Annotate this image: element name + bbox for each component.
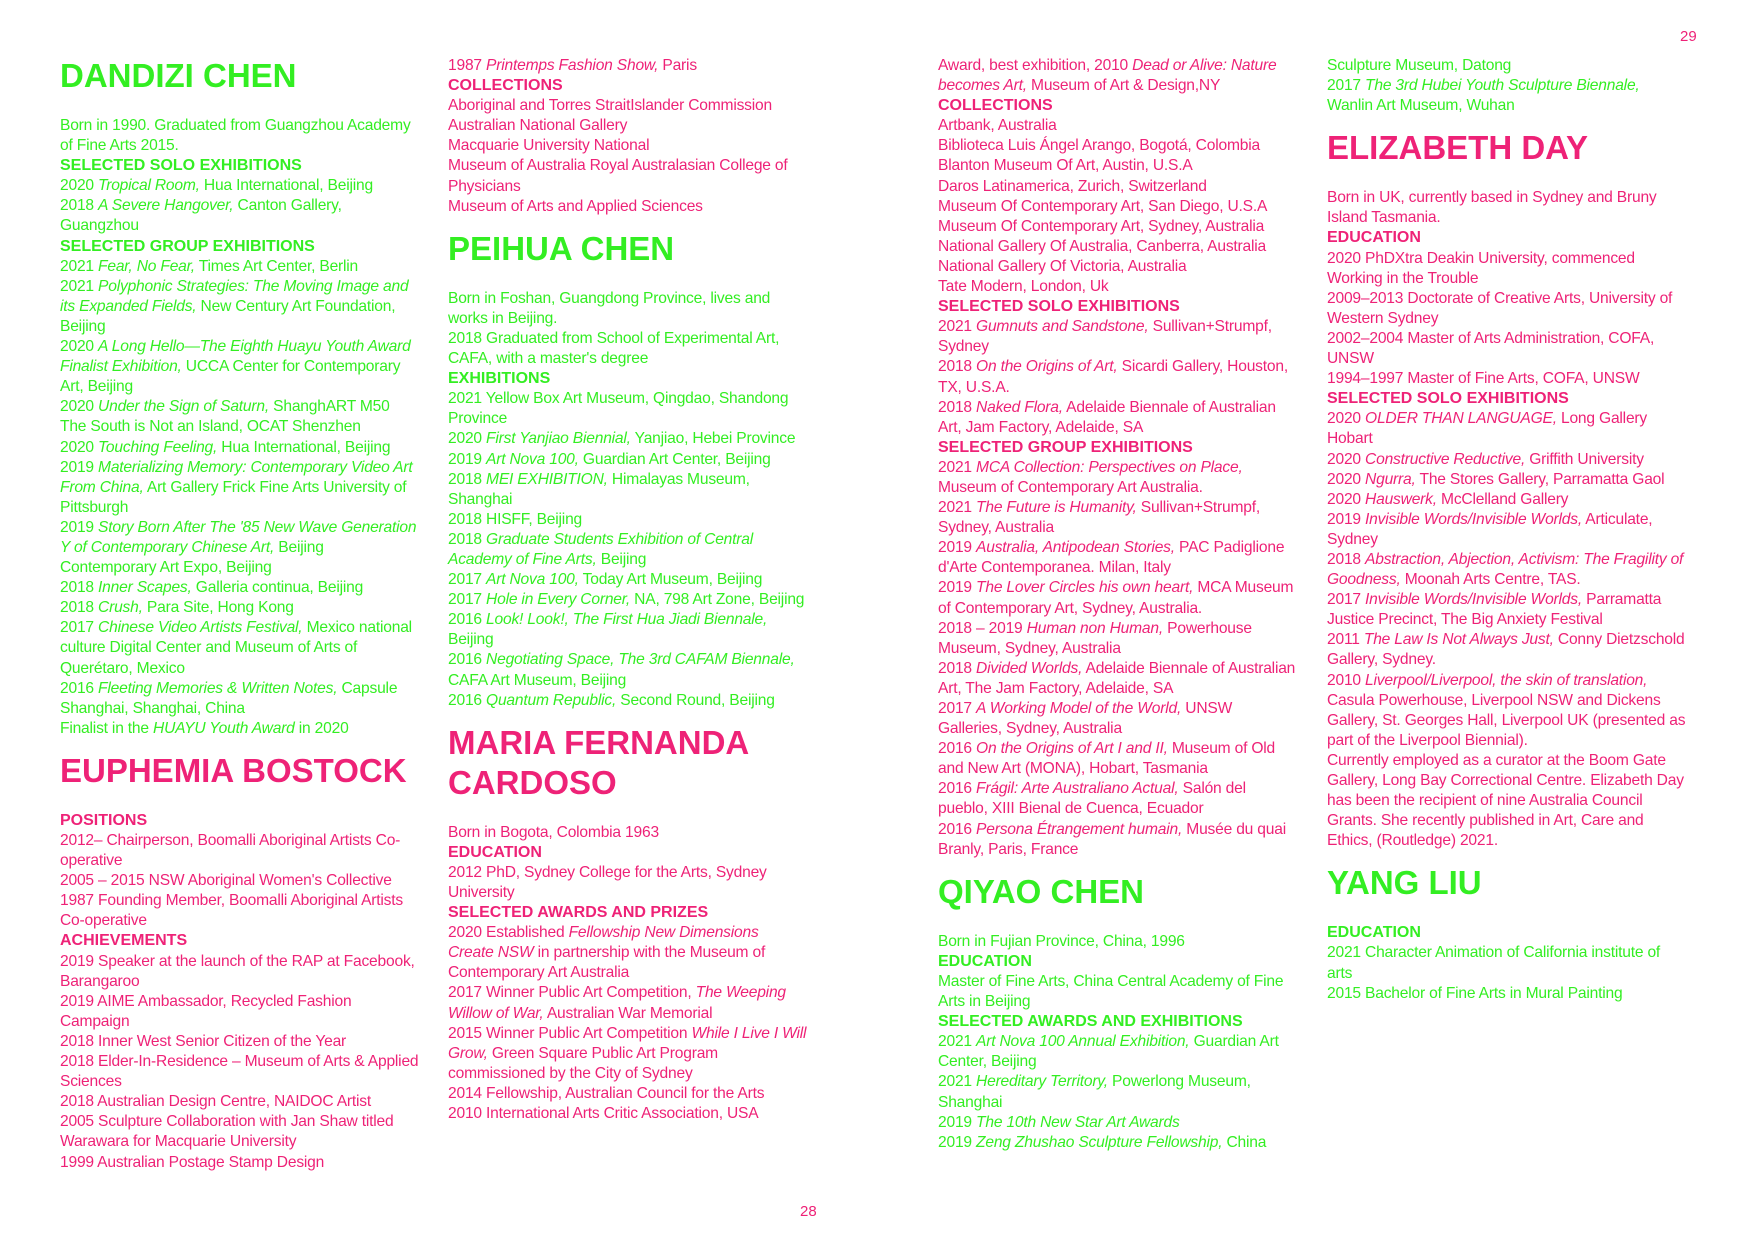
entry-fragment: Moonah Arts Centre, TAS. [1400, 571, 1581, 589]
entry-fragment: Hua International, Beijing [217, 438, 391, 456]
entry-fragment: 2016 [938, 820, 977, 838]
entry-text [60, 397, 420, 417]
entry-text [60, 578, 420, 598]
entry-fragment: Adelaide Biennale of Australian Art, Jam Factory, Adelaide, SA [938, 398, 1276, 436]
entry-fragment: Museum of Contemporary Art Australia. [938, 478, 1203, 496]
entry-fragment: 2016 [448, 651, 487, 669]
entry-fragment: Sullivan+Strumpf, Sydney [938, 318, 1272, 356]
entry-text: 2010 International Arts Critic Association, USA [448, 1105, 759, 1123]
entry-text [60, 257, 420, 277]
entry-text [938, 1133, 1298, 1153]
entry-fragment: Musée du quai Branly, Paris, France [938, 820, 1286, 858]
entry-fragment: Materializing Memory: Contemporary Video Art From China, [60, 458, 413, 496]
entry-fragment: 2019 [60, 518, 99, 536]
entry-fragment: in partnership with the Museum of Contemporary Art Australia [448, 944, 766, 982]
entry-fragment: Powerlong Museum, Shanghai [938, 1073, 1251, 1111]
entry-fragment: Capsule Shanghai, Shanghai, China [60, 679, 398, 717]
entry-fragment: Divided Worlds, [976, 659, 1083, 677]
entry-text: Sculpture Museum, Datong [1327, 57, 1512, 74]
entry-text: 2021 Character Animation of California institute of arts [1327, 944, 1661, 982]
entry-fragment: 2018 [60, 197, 99, 215]
entry-fragment: Art Nova 100, [486, 450, 579, 468]
entry-fragment: Canton Gallery, Guangzhou [60, 197, 342, 235]
entry-fragment: 2011 [1327, 631, 1364, 649]
entry-text: Museum of Australia Royal Australasian College of Physicians [448, 157, 788, 195]
entry-fragment: Guardian Art Center, Beijing [578, 450, 771, 468]
column-3 [938, 56, 1298, 1153]
entry-text [938, 578, 1298, 618]
entry-text: The South is Not an Island, OCAT Shenzhen [60, 418, 361, 436]
entry-fragment: Casula Powerhouse, Liverpool NSW and Dickens Gallery, St. Georges Hall, Liverpool UK (presented as part of the Liverpool Biennial). [1327, 691, 1686, 749]
entry-fragment: 2016 [938, 740, 977, 758]
entry-fragment: 2016 [448, 691, 487, 709]
page-number-left: 28 [800, 1203, 817, 1220]
entry-text: 2005 Sculpture Collaboration with Jan Shaw titled Warawara for Macquarie University [60, 1113, 394, 1151]
entry-fragment: Wanlin Art Museum, Wuhan [1327, 97, 1515, 115]
entry-fragment: A Working Model of the World, [976, 700, 1182, 717]
entry-fragment: Liverpool/Liverpool, the skin of translation, [1365, 671, 1648, 689]
entry-text [1327, 671, 1687, 751]
entry-text [938, 1032, 1298, 1072]
entry-fragment: 2016 [448, 611, 487, 629]
entry-fragment: 2017 [1327, 591, 1366, 609]
entry-fragment: 2021 [938, 499, 977, 517]
entry-text [448, 470, 808, 510]
entry-text: Born in Bogota, Colombia 1963 [448, 823, 659, 841]
entry-text: 2018 Graduated from School of Experimental Art, CAFA, with a master's degree [448, 329, 780, 368]
entry-fragment: Ngurra, [1365, 470, 1416, 488]
entry-fragment: 2018 [938, 398, 977, 416]
section-heading: SELECTED AWARDS AND EXHIBITIONS [938, 1013, 1243, 1031]
entry-fragment: Fleeting Memories & Written Notes, [98, 679, 338, 697]
entry-text: 2002–2004 Master of Arts Administration, COFA, UNSW [1327, 329, 1655, 368]
entry-fragment: The Future is Humanity, [976, 499, 1137, 517]
entry-text [60, 176, 420, 196]
entry-fragment: Green Square Public Art Program commissioned by the City of Sydney [448, 1044, 718, 1082]
entry-text: Museum Of Contemporary Art, Sydney, Australia [938, 217, 1265, 235]
entry-text [60, 679, 420, 719]
entry-text [938, 458, 1298, 498]
entry-fragment: in 2020 [294, 719, 349, 737]
entry-fragment: On the Origins of Art I and II, [976, 740, 1168, 758]
entry-fragment: While I Live I Will Grow, [448, 1024, 807, 1062]
entry-fragment: Beijing Contemporary Art Expo, Beijing [60, 538, 324, 577]
entry-text: Born in UK, currently based in Sydney and Bruny Island Tasmania. [1327, 189, 1657, 227]
entry-fragment: MEI EXHIBITION, [486, 470, 608, 488]
entry-fragment: 2020 [448, 430, 487, 448]
entry-text [60, 196, 420, 236]
entry-text [938, 1113, 1298, 1133]
entry-text: 2012– Chairperson, Boomalli Aboriginal Artists Co-operative [60, 832, 401, 870]
entry-fragment: 2017 [448, 571, 487, 589]
entry-text [60, 618, 420, 678]
entry-fragment: ShanghART M50 [269, 398, 390, 416]
entry-fragment: 2010 [1327, 671, 1366, 689]
entry-fragment: Printemps Fashion Show, [486, 57, 659, 74]
entry-text: Artbank, Australia [938, 117, 1057, 135]
section-heading: ACHIEVEMENTS [60, 932, 188, 950]
entry-fragment: Adelaide Biennale of Australian Art, The Jam Factory, Adelaide, SA [938, 659, 1296, 697]
section-heading: SELECTED SOLO EXHIBITIONS [1327, 390, 1569, 408]
entry-text [60, 458, 420, 518]
entry-fragment: The Lover Circles his own heart, [976, 579, 1194, 597]
entry-fragment: Inner Scapes, [98, 579, 192, 597]
entry-fragment: UNSW Galleries, Sydney, Australia [938, 700, 1233, 738]
entry-fragment: 2017 [938, 700, 977, 717]
entry-text: 2014 Fellowship, Australian Council for the Arts [448, 1084, 765, 1102]
entry-fragment: Museum of Art & Design,NY [1026, 77, 1221, 95]
entry-fragment: Award, best exhibition, 2010 [938, 57, 1133, 74]
entry-fragment: First Yanjiao Biennial, [486, 430, 631, 448]
entry-text: 2018 Australian Design Centre, NAIDOC Artist [60, 1093, 372, 1111]
entry-fragment: Quantum Republic, [486, 691, 617, 709]
entry-fragment: Para Site, Hong Kong [142, 599, 294, 617]
artist-name: EUPHEMIA BOSTOCK [60, 751, 407, 789]
section-heading: SELECTED SOLO EXHIBITIONS [938, 298, 1180, 316]
entry-fragment: 2017 Winner Public Art Competition, [448, 984, 696, 1002]
entry-text [60, 719, 420, 739]
entry-fragment: 2021 [938, 1073, 977, 1091]
entry-text [938, 619, 1298, 659]
entry-fragment: 2018 [448, 530, 487, 548]
entry-text: National Gallery Of Australia, Canberra, Australia [938, 237, 1267, 255]
entry-fragment: 2016 [60, 679, 99, 697]
entry-text: 2018 Elder-In-Residence – Museum of Arts & Applied Sciences [60, 1053, 419, 1091]
entry-text [1327, 590, 1687, 630]
entry-fragment: Hereditary Territory, [976, 1073, 1108, 1091]
entry-fragment: 2020 [60, 398, 99, 416]
entry-text: 2021 Yellow Box Art Museum, Qingdao, Shandong Province [448, 390, 789, 428]
entry-fragment: 2019 [60, 458, 99, 476]
entry-fragment: New Century Art Foundation, Beijing [60, 297, 396, 335]
entry-text [1327, 409, 1687, 449]
entry-text [1327, 490, 1687, 510]
entry-fragment: Abstraction, Abjection, Activism: The Fragility of Goodness, [1327, 550, 1684, 589]
entry-fragment: Yanjiao, Hebei Province [630, 430, 796, 448]
entry-fragment: Art Gallery Frick Fine Arts University of Pittsburgh [60, 478, 407, 516]
entry-fragment: Hole in Every Corner, [486, 591, 631, 609]
entry-fragment: Conny Dietzschold Gallery, Sydney. [1327, 631, 1685, 669]
entry-fragment: Griffith University [1525, 450, 1644, 468]
entry-fragment: Galleria continua, Beijing [191, 579, 364, 597]
entry-fragment: 2017 [448, 591, 487, 609]
entry-fragment: 2017 [60, 619, 99, 637]
entry-fragment: Paris [658, 57, 697, 74]
entry-fragment: Hauswerk, [1365, 490, 1437, 508]
entry-fragment: Long Gallery Hobart [1327, 410, 1648, 448]
entry-text: Born in Foshan, Guangdong Province, lives and works in Beijing. [448, 289, 771, 327]
entry-fragment: Touching Feeling, [98, 438, 218, 456]
entry-text: 2018 Inner West Senior Citizen of the Year [60, 1032, 347, 1050]
entry-fragment: Sullivan+Strumpf, Sydney, Australia [938, 499, 1261, 537]
entry-text: 2009–2013 Doctorate of Creative Arts, University of Western Sydney [1327, 289, 1673, 327]
entry-fragment: Art Nova 100 Annual Exhibition, [976, 1033, 1190, 1051]
entry-text [448, 450, 808, 470]
entry-fragment: OLDER THAN LANGUAGE, [1365, 410, 1557, 428]
entry-text [1327, 76, 1687, 116]
entry-fragment: UCCA Center for Contemporary Art, Beijing [60, 358, 401, 396]
entry-text: 1994–1997 Master of Fine Arts, COFA, UNSW [1327, 370, 1640, 388]
entry-text [448, 429, 808, 449]
entry-fragment: 2019 [938, 1113, 977, 1131]
entry-text [938, 317, 1298, 357]
entry-fragment: Human non Human, [1026, 619, 1164, 637]
entry-text: Museum of Arts and Applied Sciences [448, 197, 703, 215]
entry-text [448, 56, 808, 76]
entry-fragment: Mexico national culture Digital Center and Museum of Arts of Querétaro, Mexico [60, 619, 412, 677]
entry-fragment: 2021 [938, 318, 977, 336]
column-4 [1327, 56, 1687, 1004]
entry-fragment: MCA Museum of Contemporary Art, Sydney, Australia. [938, 579, 1294, 617]
entry-fragment: Powerhouse Museum, Sydney, Australia [938, 619, 1252, 657]
entry-fragment: Chinese Video Artists Festival, [98, 619, 303, 637]
entry-fragment: 2019 [938, 1133, 977, 1151]
entry-fragment: 2020 [60, 338, 99, 356]
entry-text: 2019 AIME Ambassador, Recycled Fashion Campaign [60, 992, 352, 1030]
entry-fragment: 2019 [938, 579, 977, 597]
entry-text [448, 923, 808, 983]
entry-text: 2015 Bachelor of Fine Arts in Mural Painting [1327, 984, 1623, 1002]
entry-fragment: MCA Collection: Perspectives on Place, [976, 458, 1243, 476]
entry-text [448, 610, 808, 650]
entry-fragment: 2019 [1327, 510, 1366, 528]
entry-fragment: 2021 [60, 257, 99, 275]
entry-fragment: Fellowship New Dimensions Create NSW [448, 924, 759, 962]
entry-text [60, 337, 420, 397]
entry-fragment: The Law Is Not Always Just, [1363, 631, 1554, 649]
entry-text [1327, 470, 1687, 490]
entry-fragment: 2020 [60, 177, 99, 195]
entry-text [938, 538, 1298, 578]
entry-text: 1999 Australian Postage Stamp Design [60, 1153, 325, 1171]
artist-name: QIYAO CHEN [938, 872, 1144, 910]
entry-fragment: CAFA Art Museum, Beijing [448, 671, 627, 689]
entry-fragment: The Weeping Willow of War, [448, 984, 786, 1022]
section-heading: EXHIBITIONS [448, 370, 551, 388]
entry-fragment: China [1222, 1133, 1267, 1151]
entry-fragment: A Severe Hangover, [98, 197, 234, 215]
section-heading: EDUCATION [448, 843, 542, 861]
entry-fragment: Finalist in the [60, 719, 154, 737]
entry-text [938, 699, 1298, 739]
entry-text [938, 398, 1298, 438]
entry-text [938, 659, 1298, 699]
entry-fragment: Zeng Zhushao Sculpture Fellowship, [976, 1133, 1223, 1151]
entry-text: 2018 HISFF, Beijing [448, 510, 583, 528]
entry-fragment: On the Origins of Art, [976, 358, 1118, 376]
entry-text: 1987 Founding Member, Boomalli Aboriginal Artists Co-operative [60, 892, 403, 930]
entry-text [448, 691, 808, 711]
entry-text [1327, 550, 1687, 590]
entry-fragment: Guardian Art Center, Beijing [938, 1033, 1279, 1071]
entry-fragment: 2018 [938, 358, 977, 376]
entry-fragment: NA, 798 Art Zone, Beijing [630, 591, 805, 609]
entry-fragment: Naked Flora, [976, 398, 1063, 416]
section-heading: SELECTED AWARDS AND PRIZES [448, 904, 709, 922]
entry-fragment: Museum of Old and New Art (MONA), Hobart, Tasmania [938, 740, 1275, 778]
entry-fragment: 2018 [938, 659, 977, 677]
entry-fragment: Look! Look!, The First Hua Jiadi Biennale, [486, 611, 768, 629]
entry-text [1327, 510, 1687, 550]
entry-fragment: Beijing [448, 631, 494, 649]
entry-text: Born in Fujian Province, China, 1996 [938, 932, 1185, 950]
entry-text: Tate Modern, London, Uk [938, 278, 1109, 296]
entry-fragment: Fear, No Fear, [98, 257, 195, 275]
entry-fragment: Salón del pueblo, XIII Bienal de Cuenca, Ecuador [938, 780, 1246, 818]
entry-fragment: 2020 [1327, 470, 1366, 488]
section-heading: SELECTED GROUP EXHIBITIONS [60, 237, 315, 255]
entry-fragment: Negotiating Space, The 3rd CAFAM Biennale, [486, 651, 795, 669]
artist-name: DANDIZI CHEN [60, 57, 297, 94]
entry-text: Australian National Gallery [448, 117, 628, 135]
entry-text: Daros Latinamerica, Zurich, Switzerland [938, 177, 1207, 195]
entry-fragment: 2018 [60, 599, 99, 617]
entry-text [60, 277, 420, 337]
entry-text [1327, 630, 1687, 670]
page-number-right: 29 [1680, 28, 1697, 45]
entry-text [60, 598, 420, 618]
entry-text: 2012 PhD, Sydney College for the Arts, Sydney University [448, 863, 767, 901]
entry-fragment: Polyphonic Strategies: The Moving Image and its Expanded Fields, [60, 277, 409, 315]
entry-fragment: 2019 [448, 450, 487, 468]
entry-fragment: Story Born After The '85 New Wave Generation Y of Contemporary Chinese Art, [60, 518, 417, 556]
entry-fragment: Tropical Room, [98, 177, 200, 195]
entry-fragment: The Stores Gallery, Parramatta Gaol [1415, 470, 1665, 488]
column-2 [448, 56, 808, 1124]
entry-fragment: 2021 [938, 1033, 977, 1051]
entry-text [1327, 450, 1687, 470]
entry-text: Blanton Museum Of Art, Austin, U.S.A [938, 157, 1193, 175]
entry-text: Aboriginal and Torres StraitIslander Commission [448, 97, 772, 115]
entry-fragment: Australia, Antipodean Stories, [976, 539, 1175, 557]
entry-fragment: 2019 [938, 539, 977, 557]
entry-fragment: Invisible Words/Invisible Worlds, [1365, 591, 1583, 609]
entry-fragment: Crush, [98, 599, 143, 617]
entry-fragment: McClelland Gallery [1436, 490, 1569, 508]
entry-fragment: 2020 Established [448, 924, 569, 942]
entry-text [938, 357, 1298, 397]
column-1 [60, 56, 420, 1173]
artist-name: MARIA FERNANDA CARDOSO [448, 723, 749, 801]
entry-fragment: 2021 [60, 277, 99, 295]
entry-fragment: 1987 [448, 57, 487, 74]
entry-text [938, 56, 1298, 96]
entry-text [448, 570, 808, 590]
section-heading: SELECTED GROUP EXHIBITIONS [938, 438, 1193, 456]
entry-text: Macquarie University National [448, 137, 650, 155]
entry-fragment: The 10th New Star Art Awards [976, 1113, 1180, 1131]
section-heading: COLLECTIONS [938, 97, 1053, 115]
entry-fragment: HUAYU Youth Award [153, 719, 295, 737]
entry-fragment: Gumnuts and Sandstone, [976, 318, 1149, 336]
entry-fragment: Beijing [596, 550, 647, 568]
entry-text [448, 983, 808, 1023]
entry-fragment: PAC Padiglione d'Arte Contemporanea. Milan, Italy [938, 539, 1285, 577]
entry-fragment: Art Nova 100, [486, 571, 579, 589]
entry-text [938, 1072, 1298, 1112]
entry-fragment: 2018 [448, 470, 487, 488]
entry-fragment: 2020 [1327, 410, 1366, 428]
artist-name: ELIZABETH DAY [1327, 129, 1588, 167]
entry-fragment: Invisible Words/Invisible Worlds, [1365, 510, 1583, 528]
entry-text [60, 438, 420, 458]
artist-name: PEIHUA CHEN [448, 229, 675, 267]
entry-fragment: Himalayas Museum, Shanghai [448, 470, 750, 508]
section-heading: COLLECTIONS [448, 77, 563, 95]
entry-fragment: Dead or Alive: Nature becomes Art, [938, 57, 1277, 95]
entry-fragment: Persona Étrangement humain, [976, 820, 1183, 838]
entry-text [448, 530, 808, 570]
entry-text [938, 820, 1298, 860]
entry-text: 2019 Speaker at the launch of the RAP at Facebook, Barangaroo [60, 952, 415, 990]
entry-text [938, 498, 1298, 538]
entry-fragment: Frágil: Arte Australiano Actual, [976, 780, 1179, 798]
entry-fragment: Graduate Students Exhibition of Central Academy of Fine Arts, [448, 530, 754, 568]
section-heading: EDUCATION [1327, 229, 1421, 247]
entry-fragment: The 3rd Hubei Youth Sculpture Biennale, [1365, 77, 1640, 95]
entry-fragment: Articulate, Sydney [1327, 510, 1653, 548]
entry-fragment: 2016 [938, 780, 977, 798]
entry-fragment: 2020 [60, 438, 99, 456]
entry-fragment: Times Art Center, Berlin [194, 257, 359, 275]
artist-name: YANG LIU [1327, 864, 1482, 902]
entry-text: Museum Of Contemporary Art, San Diego, U.S.A [938, 197, 1268, 215]
entry-fragment: Second Round, Beijing [616, 691, 775, 709]
entry-fragment: A Long Hello—The Eighth Huayu Youth Award Finalist Exhibition, [60, 338, 411, 376]
entry-text: Currently employed as a curator at the Boom Gate Gallery, Long Bay Correctional Centre. Elizabeth Day has been the recipient of nine Australia Council Grants. She recently published in Art, Care and Ethics, (Routledge) 2021. [1327, 751, 1684, 850]
entry-fragment: Sicardi Gallery, Houston, TX, U.S.A. [938, 358, 1288, 396]
entry-text [448, 1024, 808, 1084]
entry-fragment: Hua International, Beijing [199, 177, 373, 195]
entry-text [448, 590, 808, 610]
entry-fragment: 2018 [1327, 550, 1366, 568]
entry-fragment: 2018 [60, 579, 99, 597]
entry-fragment: Constructive Reductive, [1365, 450, 1526, 468]
entry-fragment: Today Art Museum, Beijing [578, 571, 763, 589]
entry-text: 2020 PhDXtra Deakin University, commenced Working in the Trouble [1327, 249, 1635, 287]
entry-fragment: Under the Sign of Saturn, [98, 398, 270, 416]
section-heading: EDUCATION [938, 952, 1032, 970]
entry-fragment: 2021 [938, 458, 977, 476]
section-heading: EDUCATION [1327, 924, 1421, 942]
section-heading: POSITIONS [60, 811, 148, 829]
entry-fragment: 2020 [1327, 490, 1366, 508]
entry-text [938, 739, 1298, 779]
entry-text [448, 650, 808, 690]
entry-fragment: 2017 [1327, 77, 1366, 95]
entry-text: National Gallery Of Victoria, Australia [938, 257, 1187, 275]
entry-fragment: 2020 [1327, 450, 1366, 468]
entry-text [60, 518, 420, 578]
entry-fragment: Parramatta Justice Precinct, The Big Anxiety Festival [1327, 591, 1662, 629]
entry-text: Born in 1990. Graduated from Guangzhou Academy of Fine Arts 2015. [60, 117, 411, 155]
entry-text: Master of Fine Arts, China Central Academy of Fine Arts in Beijing [938, 972, 1284, 1011]
entry-fragment: 2015 Winner Public Art Competition [448, 1024, 692, 1042]
entry-text: Biblioteca Luis Ángel Arango, Bogotá, Colombia [938, 137, 1260, 155]
entry-text: 2005 – 2015 NSW Aboriginal Women's Collective [60, 872, 392, 890]
section-heading: SELECTED SOLO EXHIBITIONS [60, 157, 302, 175]
entry-fragment: 2018 – 2019 [938, 619, 1027, 637]
entry-fragment: Australian War Memorial [543, 1004, 713, 1022]
entry-text [938, 779, 1298, 819]
